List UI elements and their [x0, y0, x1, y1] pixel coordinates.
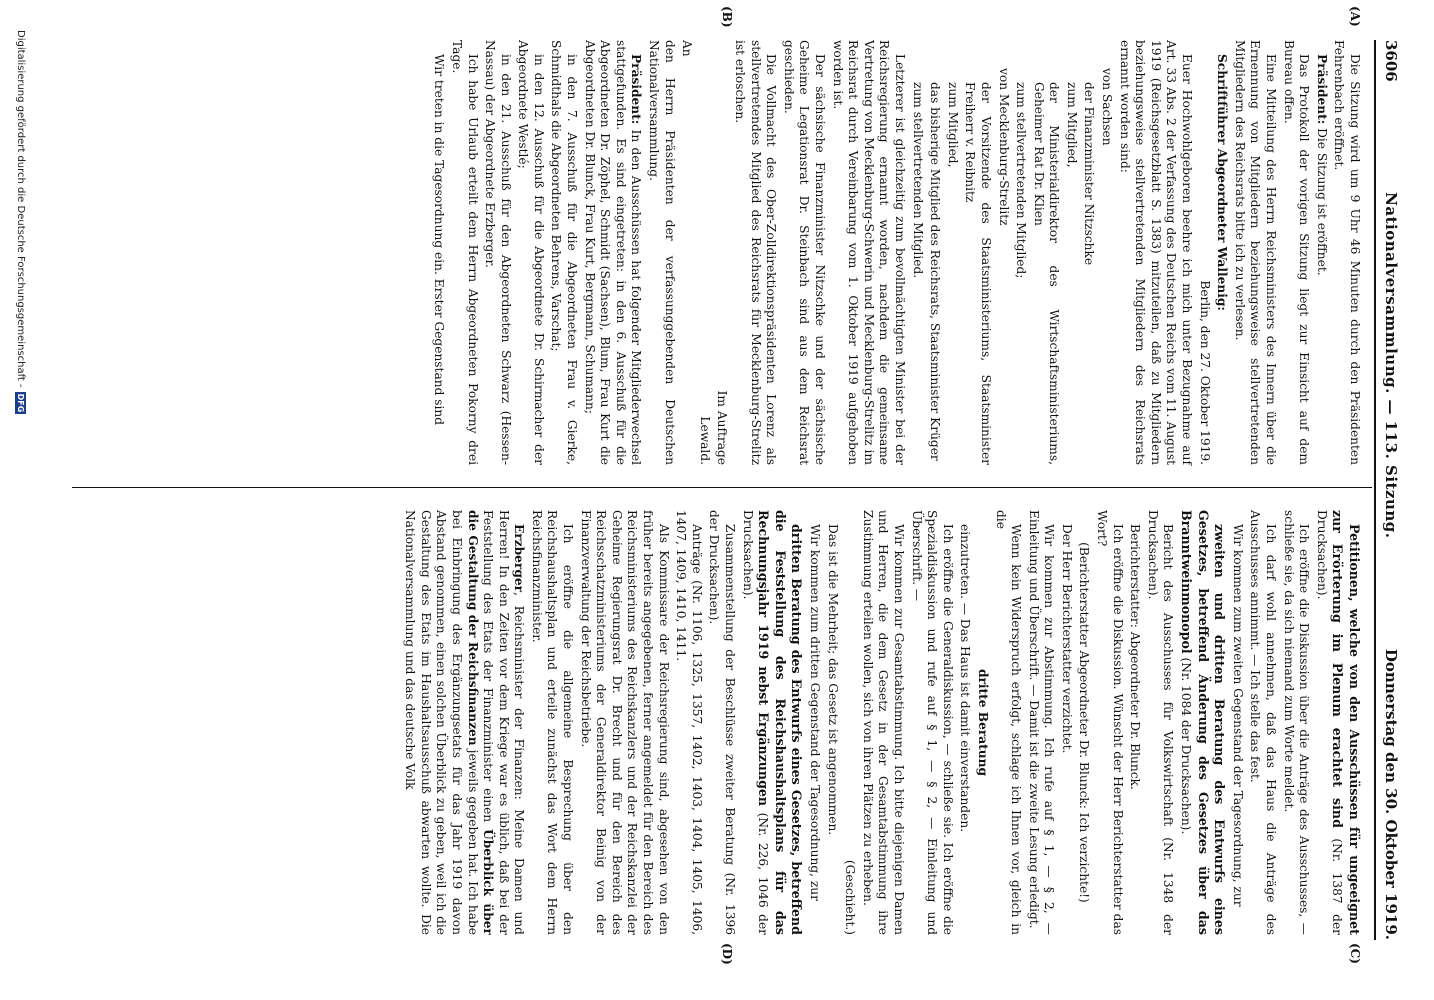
left-paragraph: der Ministerialdirektor des Wirtschaftsministeriums, Geheimer Rat Dr. Klien — [1031, 82, 1062, 465]
right-paragraph: Ich eröffne die Diskussion über die Anträge des Ausschusses, — schließe sie, da sich niemand zum Worte meldet. — [1281, 510, 1312, 935]
session-title: Nationalversammlung. — 113. Sitzung. — [1382, 192, 1400, 539]
page-header — [1382, 40, 1408, 940]
left-paragraph: zum Mitglied, — [1064, 82, 1079, 168]
page-number: 3606 — [1382, 40, 1400, 82]
margin-mark-b: (B) — [720, 6, 734, 28]
right-paragraph: Petitionen, welche von den Ausschüssen für ungeeignet zur Erörterung im Plenum erachtet sind (Nr. 1387 der Drucksachen). — [1314, 510, 1362, 935]
right-paragraph: Ich eröffne die allgemeine Besprechung über den Reichshaushaltsplan und erteile zunächst das Wort dem Herrn Reichsfinanzminister. — [529, 510, 576, 935]
left-paragraph: Präsident: In den Ausschüssen hat folgender Mitgliederwechsel stattgefunden. Es sind eingetreten: in den 6. Ausschuß für die Abgeordneten Dr. Zöphel, Schmidt (Sachsen), Blum, Frau Kurt die Abgeordneten Dr. Blunck, Frau Kurt, Bergmann, Schumann; — [582, 40, 644, 465]
left-paragraph: Ich habe Urlaub erteilt dem Herrn Abgeordneten Pokorny drei Tage. — [449, 40, 480, 465]
left-paragraph: Wir treten in die Tagesordnung ein. Erster Gegenstand sind — [432, 54, 447, 426]
left-paragraph: Berlin, den 27. Oktober 1919. — [1197, 280, 1212, 465]
left-paragraph: zum Mitglied, — [945, 82, 960, 168]
right-paragraph: (Berichterstatter Abgeordneter Dr. Blunck: Ich verzichte!) — [1077, 542, 1092, 903]
right-paragraph: Wir kommen zur Abstimmung. Ich rufe auf § 1, — § 2, — Einleitung und Überschrift. — Damit ist die zweite Lesung erledigt. — [1026, 510, 1057, 935]
dfg-logo: DFG — [16, 393, 25, 413]
page-content — [54, 6, 1434, 965]
left-paragraph: Die Vollmacht des Ober-Zolldirektionspräsidenten Lorenz als stellvertretendes Mitglied des Reichsrats für Mecklenburg-Strelitz ist erloschen. — [733, 40, 779, 465]
right-column — [400, 510, 1362, 935]
left-paragraph: Schriftführer Abgeordneter Wallenig: — [1215, 54, 1230, 311]
left-paragraph: in den 21. Ausschuß für den Abgeordneten Schwarz (Hessen-Nassau) der Abgeordnete Erzberger. — [483, 40, 513, 465]
right-paragraph: Als Kommissare der Reichsregierung sind, abgesehen von den früher bereits angegebenen, ferner angemeldet für den Bereich des Reichsministeriums des Reichskanzlers und der Reichskanzlei der Geheime Regierungsrat Dr. Brecht und für den Bereich des Reichsschatzministeriums der Generaldirektor Beinig von der Finanzverwaltung der Reichsbetriebe. — [578, 510, 671, 935]
right-paragraph: Wir kommen zum zweiten Gegenstand der Tagesordnung, zur — [1230, 524, 1245, 907]
footer-text: Digitalisierung gefördert durch die Deutsche Forschungsgemeinschaft - — [15, 30, 26, 388]
right-paragraph: (Geschieht.) — [843, 859, 858, 935]
right-paragraph: Erzberger, Reichsminister der Finanzen: Meine Damen und Herren! In den Zeiten vor dem Kriege war es üblich, daß bei der Feststellung des Etats der Finanzminister einen Überblick über die Gestaltung der Reichsfinanzen jeweils gegeben hat. Ich habe bei Einbringung des Ergänzungsetats für das Jahr 1919 davon Abstand genommen, einen solchen Überblick zu geben, weil ich die Gestaltung des Etats im Haushaltsausschuß abwarten wollte. Die Nationalversammlung und das deutsche Volk — [403, 510, 527, 935]
left-paragraph: der Vorsitzende des Staatsministeriums, Staatsminister Freiherr v. Reibnitz — [963, 82, 993, 465]
right-paragraph: Ich eröffne die Generaldiskussion, — schließe sie. Ich eröffne die Spezialdiskussion und rufe auf § 1, — § 2, — Einleitung und Überschrift. — — [909, 510, 955, 935]
right-paragraph: dritten Beratung des Entwurfs eines Gesetzes, betreffend die Feststellung des Reichshaushaltsplans für das Rechnungsjahr 1919 nebst Ergänzungen (Nr. 226, 1046 der Drucksachen). — [740, 510, 805, 935]
right-paragraph: dritte Beratung — [975, 668, 990, 777]
left-paragraph: von Sachsen — [1100, 68, 1115, 146]
right-paragraph: Bericht des Ausschusses für Volkswirtschaft (Nr. 1348 der Drucksachen). — [1145, 510, 1176, 935]
right-paragraph: einzutreten. — Das Haus ist damit einverstanden. — [958, 524, 973, 833]
margin-mark-c: (C) — [1348, 943, 1362, 964]
session-date: Donnerstag den 30. Oktober 1919. — [1382, 648, 1400, 940]
left-paragraph: Eine Mitteilung des Herrn Reichsministers des Innern über die Ernennung von Mitgliedern beziehungsweise stellvertretenden Mitgliedern des Reichsrats bitte ich zu verlesen. — [1232, 40, 1279, 465]
header-rule — [1374, 40, 1376, 940]
left-paragraph: Präsident: Die Sitzung ist eröffnet. — [1314, 54, 1329, 276]
left-paragraph: Lewald. — [697, 416, 712, 465]
right-paragraph: Der Herr Berichterstatter verzichtet. — [1059, 524, 1074, 754]
right-paragraph: Das ist die Mehrheit; das Gesetz ist angenommen. — [825, 524, 840, 836]
left-column — [429, 40, 1362, 465]
right-paragraph: Wenn kein Widerspruch erfolgt, schlage ich Ihnen vor, gleich in die — [993, 510, 1024, 935]
left-paragraph: zum stellvertretenden Mitglied; — [1014, 82, 1029, 279]
footer — [15, 30, 26, 414]
left-paragraph: in den 12. Ausschuß für die Abgeordnete Dr. Schirmacher der Abgeordnete Westlé; — [516, 40, 546, 465]
left-paragraph: Das Protokoll der vorigen Sitzung liegt zur Einsicht auf dem Bureau offen. — [1281, 40, 1312, 465]
right-paragraph: Wir kommen zum dritten Gegenstand der Tagesordnung, zur — [808, 524, 822, 901]
right-paragraph: Ich eröffne die Diskussion. Wünscht der Herr Berichterstatter das Wort? — [1095, 510, 1125, 935]
left-paragraph: den Herrn Präsidenten der verfassunggebenden Deutschen Nationalversammlung. — [647, 40, 677, 465]
left-paragraph: Die Sitzung wird um 9 Uhr 46 Minuten durch den Präsidenten Fehrenbach eröffnet. — [1332, 40, 1362, 465]
margin-mark-a: (A) — [1348, 6, 1362, 27]
right-paragraph: Ich darf wohl annehmen, daß das Haus die Anträge des Ausschusses annimmt. — Ich stelle das fest. — [1248, 510, 1279, 935]
right-paragraph: Berichterstatter: Abgeordneter Dr. Blunck. — [1128, 524, 1143, 790]
left-paragraph: Im Auftrage — [715, 390, 730, 465]
right-paragraph: Wir kommen zur Gesamtabstimmung. Ich bitte diejenigen Damen und Herren, die dem Gesetz in der Gesamtabstimmung ihre Zustimmung erteilen wollen, sich von ihren Plätzen zu erheben. — [860, 510, 906, 935]
right-paragraph: Zusammenstellung der Beschlüsse zweiter Beratung (Nr. 1396 der Drucksachen). — [707, 510, 738, 935]
margin-mark-d: (D) — [720, 943, 734, 965]
left-paragraph: Letzterer ist gleichzeitig zum bevollmächtigten Minister bei der Reichsregierung ernannt worden, nachdem die gemeinsame Vertretung von Mecklenburg-Schwerin und Mecklenburg-Strelitz im Reichsrat durch Vereinbarung vom 1. Oktober 1919 aufgehoben worden ist. — [830, 40, 907, 465]
left-paragraph: Der sächsische Finanzminister Nitzschke und der sächsische Geheime Legationsrat Dr. Steinbach sind aus dem Reichsrat geschieden. — [781, 40, 827, 465]
left-paragraph: zum stellvertretenden Mitglied. — [910, 82, 925, 279]
left-paragraph: Euer Hochwohlgeboren beehre ich mich unter Bezugnahme auf Art. 33 Abs. 2 der Verfassung des Deutschen Reichs vom 11. August 1919 (Reichsgesetzblatt S. 1383) mitzuteilen, daß zu Mitgliedern beziehungsweise stellvertretenden Mitgliedern des Reichsrats ernannt worden sind: — [1117, 40, 1195, 465]
left-paragraph: das bisherige Mitglied des Reichsrats, Staatsminister Krüger — [928, 82, 943, 461]
left-paragraph: von Mecklenburg-Strelitz — [996, 68, 1011, 226]
right-paragraph: zweiten und dritten Beratung des Entwurfs eines Gesetzes, betreffend Änderung des Gesetzes über das Branntweinmonopol (Nr. 1084 der Drucksachen). — [1179, 510, 1228, 935]
column-divider — [72, 487, 1372, 488]
left-paragraph: der Finanzminister Nitzschke — [1082, 82, 1097, 266]
right-paragraph: Anträge (Nr. 1106, 1325, 1357, 1402, 1403, 1404, 1405, 1406, 1407, 1409, 1410, 1411. — [674, 510, 704, 935]
left-paragraph: in den 7. Ausschuß für die Abgeordneten Frau v. Gierke, Schmidthals die Abgeordneten Behrens, Varschat; — [549, 40, 580, 465]
left-paragraph: An — [680, 40, 695, 57]
